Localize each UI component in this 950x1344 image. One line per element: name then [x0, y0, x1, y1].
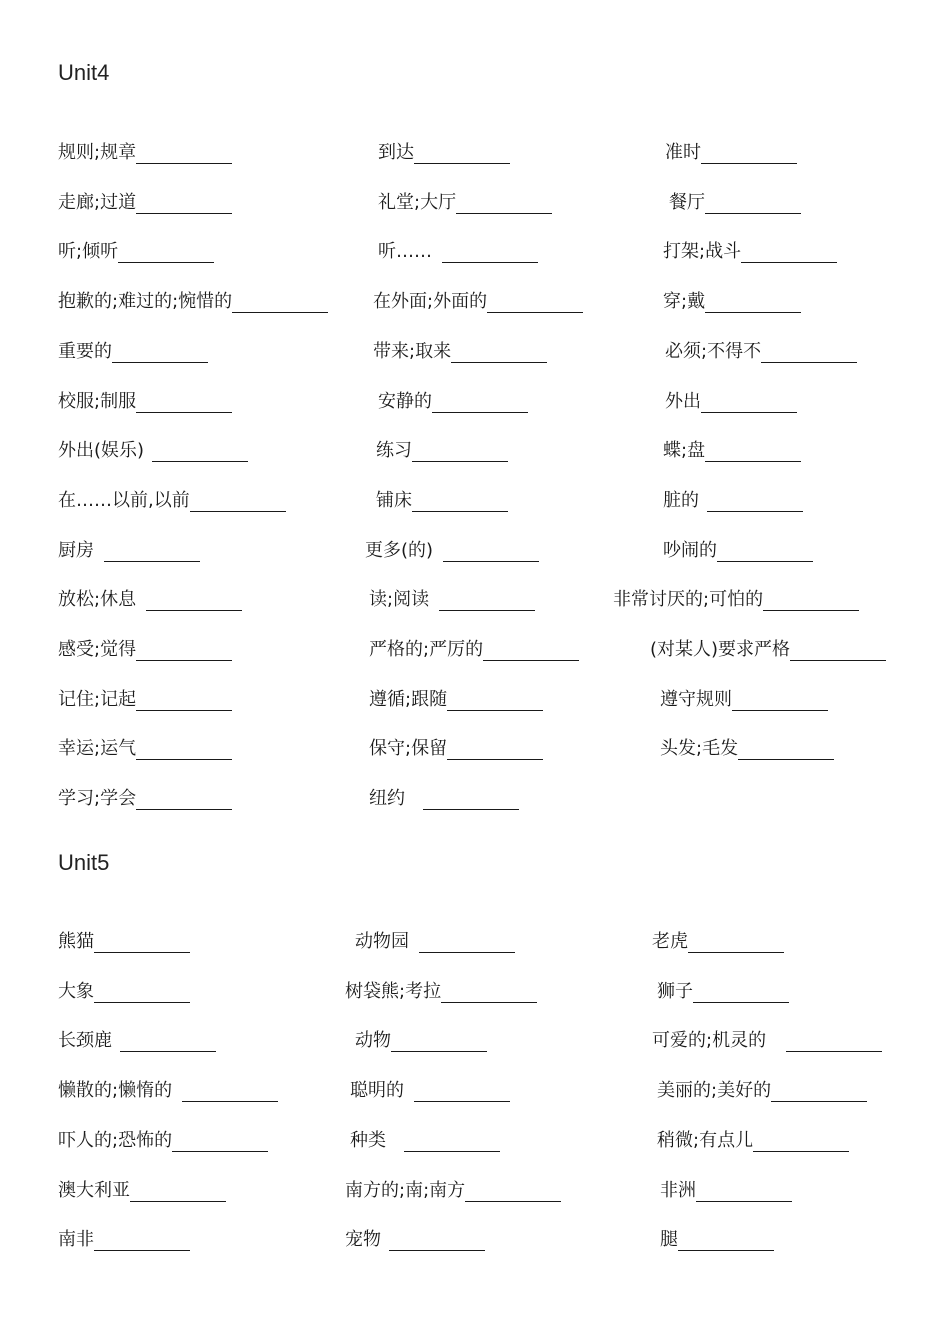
answer-blank-line[interactable]: [136, 390, 232, 413]
vocab-item: [58, 784, 232, 814]
answer-blank-line[interactable]: [786, 1029, 882, 1052]
vocab-item: [365, 536, 539, 566]
vocab-item: [58, 188, 232, 218]
answer-blank-line[interactable]: [442, 240, 538, 263]
vocab-row: [0, 784, 950, 814]
answer-blank-line[interactable]: [705, 439, 801, 462]
vocab-item: [369, 734, 543, 764]
vocab-chinese-label: 熊猫: [58, 931, 94, 952]
vocab-item: [58, 387, 232, 417]
answer-blank-line[interactable]: [136, 787, 232, 810]
answer-blank-line[interactable]: [441, 980, 537, 1003]
answer-blank-line[interactable]: [232, 290, 328, 313]
answer-blank-line[interactable]: [130, 1179, 226, 1202]
vocab-row: [0, 635, 950, 665]
vocab-item: [660, 734, 834, 764]
vocab-chinese-label: 美丽的;美好的: [657, 1080, 772, 1102]
vocab-row: [0, 927, 950, 957]
vocab-chinese-label: 吓人的;恐怖的: [58, 1129, 173, 1151]
vocab-chinese-label: 更多(的): [365, 539, 434, 561]
vocab-chinese-label: (对某人)要求严格: [650, 639, 791, 660]
vocab-item: [376, 486, 508, 516]
vocab-item: [58, 436, 248, 466]
vocab-row: [0, 436, 950, 466]
answer-blank-line[interactable]: [763, 588, 859, 611]
vocab-item: [665, 337, 857, 367]
unit-title: Unit5: [58, 850, 110, 875]
vocab-item: [58, 1126, 268, 1156]
answer-blank-line[interactable]: [152, 439, 248, 462]
vocab-row: [0, 977, 950, 1007]
answer-blank-line[interactable]: [104, 539, 200, 562]
vocab-chinese-label: 脏的: [663, 489, 699, 511]
vocab-chinese-label: 在……以前,以前: [58, 489, 190, 511]
vocab-row: [0, 1126, 950, 1156]
answer-blank-line[interactable]: [423, 787, 519, 810]
vocab-chinese-label: 保守;保留: [369, 738, 448, 760]
vocab-chinese-label: 餐厅: [669, 191, 705, 213]
vocab-chinese-label: 宠物: [345, 1229, 381, 1251]
vocab-item: [652, 927, 784, 957]
answer-blank-line[interactable]: [136, 191, 232, 214]
vocab-row: [0, 387, 950, 417]
answer-blank-line[interactable]: [761, 340, 857, 363]
vocab-item: [345, 977, 537, 1007]
vocab-chinese-label: 动物: [355, 1030, 391, 1052]
vocab-item: [58, 685, 232, 715]
vocab-item: [58, 337, 208, 367]
vocab-item: [663, 287, 801, 317]
vocab-item: [657, 977, 789, 1007]
answer-blank-line[interactable]: [136, 737, 232, 760]
vocab-chinese-label: 树袋熊;考拉: [345, 980, 442, 1002]
answer-blank-line[interactable]: [136, 141, 232, 164]
answer-blank-line[interactable]: [118, 240, 214, 263]
vocab-chinese-label: 感受;觉得: [58, 639, 137, 660]
answer-blank-line[interactable]: [451, 340, 547, 363]
vocab-row: [0, 287, 950, 317]
vocab-item: [663, 536, 813, 566]
vocab-row: [0, 1026, 950, 1056]
vocab-item: [355, 1026, 487, 1056]
vocab-chinese-label: 穿;戴: [663, 291, 706, 313]
answer-blank-line[interactable]: [190, 489, 286, 512]
vocab-item: [345, 1176, 561, 1206]
vocab-chinese-label: 放松;休息: [58, 589, 137, 611]
vocab-row: [0, 237, 950, 267]
answer-blank-line[interactable]: [678, 1228, 774, 1251]
vocab-chinese-label: 动物园: [355, 931, 409, 952]
answer-blank-line[interactable]: [112, 340, 208, 363]
vocab-item: [660, 1225, 774, 1255]
answer-blank-line[interactable]: [487, 290, 583, 313]
vocab-item: [369, 685, 543, 715]
answer-blank-line[interactable]: [94, 1228, 190, 1251]
vocab-item: [663, 486, 803, 516]
vocab-item: [378, 237, 538, 267]
vocab-item: [350, 1076, 510, 1106]
vocab-chinese-label: 读;阅读: [369, 589, 430, 611]
vocab-chinese-label: 铺床: [376, 489, 412, 511]
vocab-item: [369, 784, 519, 814]
answer-blank-line[interactable]: [693, 980, 789, 1003]
answer-blank-line[interactable]: [120, 1029, 216, 1052]
vocab-chinese-label: 南非: [58, 1229, 94, 1251]
vocab-chinese-label: 稍微;有点儿: [657, 1129, 754, 1151]
vocab-row: [0, 486, 950, 516]
vocab-item: [652, 1026, 882, 1056]
answer-blank-line[interactable]: [705, 290, 801, 313]
answer-blank-line[interactable]: [701, 390, 797, 413]
vocab-item: [373, 287, 583, 317]
vocab-row: [0, 188, 950, 218]
vocab-chinese-label: 遵循;跟随: [369, 688, 448, 710]
vocab-chinese-label: 校服;制服: [58, 390, 137, 412]
vocab-item: [660, 685, 828, 715]
vocab-chinese-label: 蝶;盘: [663, 440, 706, 462]
vocab-item: [58, 1026, 216, 1056]
vocab-item: [350, 1126, 500, 1156]
vocab-item: [660, 1176, 792, 1206]
answer-blank-line[interactable]: [465, 1179, 561, 1202]
vocab-item: [663, 436, 801, 466]
vocab-row: [0, 1076, 950, 1106]
vocab-row: [0, 585, 950, 615]
vocab-item: [665, 387, 797, 417]
vocab-row: [0, 138, 950, 168]
answer-blank-line[interactable]: [732, 688, 828, 711]
vocab-chinese-label: 礼堂;大厅: [378, 191, 457, 213]
vocab-item: [355, 927, 515, 957]
vocab-chinese-label: 外出: [665, 390, 701, 412]
vocab-item: [650, 635, 886, 665]
answer-blank-line[interactable]: [790, 638, 886, 661]
vocab-chinese-label: 必须;不得不: [665, 340, 762, 362]
vocab-item: [378, 387, 528, 417]
answer-blank-line[interactable]: [419, 930, 515, 953]
vocab-chinese-label: 记住;记起: [58, 688, 137, 710]
answer-blank-line[interactable]: [136, 638, 232, 661]
vocab-item: [369, 635, 579, 665]
answer-blank-line[interactable]: [94, 930, 190, 953]
vocab-chinese-label: 头发;毛发: [660, 738, 739, 760]
vocab-item: [58, 486, 286, 516]
answer-blank-line[interactable]: [439, 588, 535, 611]
vocab-chinese-label: 非常讨厌的;可怕的: [613, 589, 764, 611]
answer-blank-line[interactable]: [146, 588, 242, 611]
answer-blank-line[interactable]: [414, 141, 510, 164]
vocab-chinese-label: 练习: [376, 440, 412, 462]
answer-blank-line[interactable]: [705, 191, 801, 214]
vocab-chinese-label: 非洲: [660, 1179, 696, 1201]
answer-blank-line[interactable]: [404, 1129, 500, 1152]
vocab-chinese-label: 抱歉的;难过的;惋惜的: [58, 291, 233, 313]
vocab-chinese-label: 澳大利亚: [58, 1179, 130, 1201]
vocab-item: [373, 337, 547, 367]
vocab-row: [0, 1225, 950, 1255]
answer-blank-line[interactable]: [456, 191, 552, 214]
vocab-item: [58, 138, 232, 168]
vocab-chinese-label: 腿: [660, 1229, 678, 1251]
vocab-item: [613, 585, 859, 615]
vocab-chinese-label: 到达: [378, 142, 414, 163]
vocab-chinese-label: 聪明的: [350, 1080, 404, 1102]
vocab-item: [58, 585, 242, 615]
answer-blank-line[interactable]: [753, 1129, 849, 1152]
vocab-chinese-label: 遵守规则: [660, 688, 732, 710]
vocab-chinese-label: 带来;取来: [373, 340, 452, 362]
vocab-item: [58, 977, 190, 1007]
vocab-item: [58, 927, 190, 957]
vocab-chinese-label: 外出(娱乐): [58, 440, 145, 462]
vocab-row: [0, 685, 950, 715]
vocab-chinese-label: 懒散的;懒惰的: [58, 1080, 173, 1102]
vocab-chinese-label: 学习;学会: [58, 788, 137, 810]
answer-blank-line[interactable]: [717, 539, 813, 562]
vocab-item: [378, 138, 510, 168]
answer-blank-line[interactable]: [94, 980, 190, 1003]
answer-blank-line[interactable]: [182, 1079, 278, 1102]
vocab-row: [0, 1176, 950, 1206]
answer-blank-line[interactable]: [443, 539, 539, 562]
vocab-chinese-label: 听……: [378, 241, 432, 263]
vocab-chinese-label: 严格的;严厉的: [369, 639, 484, 660]
vocab-item: [369, 585, 535, 615]
answer-blank-line[interactable]: [738, 737, 834, 760]
vocab-item: [376, 436, 508, 466]
answer-blank-line[interactable]: [447, 688, 543, 711]
answer-blank-line[interactable]: [391, 1029, 487, 1052]
vocab-item: [58, 1176, 226, 1206]
answer-blank-line[interactable]: [136, 688, 232, 711]
answer-blank-line[interactable]: [701, 141, 797, 164]
vocab-item: [657, 1076, 867, 1106]
vocab-row: [0, 536, 950, 566]
answer-blank-line[interactable]: [389, 1228, 485, 1251]
vocab-chinese-label: 狮子: [657, 980, 693, 1002]
vocab-item: [663, 237, 837, 267]
vocab-chinese-label: 准时: [665, 142, 701, 163]
unit-title: Unit4: [58, 60, 110, 85]
vocab-chinese-label: 厨房: [58, 539, 94, 561]
vocab-item: [669, 188, 801, 218]
vocab-item: [58, 1225, 190, 1255]
answer-blank-line[interactable]: [483, 638, 579, 661]
vocab-item: [58, 734, 232, 764]
vocab-item: [58, 287, 328, 317]
vocab-item: [345, 1225, 485, 1255]
vocab-chinese-label: 可爱的;机灵的: [652, 1030, 767, 1052]
vocab-item: [378, 188, 552, 218]
vocab-chinese-label: 听;倾听: [58, 241, 119, 263]
vocab-item: [58, 1076, 278, 1106]
answer-blank-line[interactable]: [771, 1079, 867, 1102]
answer-blank-line[interactable]: [172, 1129, 268, 1152]
vocab-chinese-label: 打架;战斗: [663, 241, 742, 263]
vocab-chinese-label: 幸运;运气: [58, 738, 137, 760]
vocab-item: [58, 237, 214, 267]
answer-blank-line[interactable]: [707, 489, 803, 512]
vocab-chinese-label: 规则;规章: [58, 142, 137, 163]
vocab-chinese-label: 南方的;南;南方: [345, 1179, 466, 1201]
vocab-chinese-label: 长颈鹿: [58, 1030, 112, 1052]
vocab-chinese-label: 安静的: [378, 390, 432, 412]
vocab-item: [58, 536, 200, 566]
vocab-chinese-label: 老虎: [652, 931, 688, 952]
vocab-row: [0, 734, 950, 764]
vocab-item: [58, 635, 232, 665]
vocab-chinese-label: 吵闹的: [663, 539, 717, 561]
vocab-chinese-label: 重要的: [58, 340, 112, 362]
vocab-chinese-label: 大象: [58, 980, 94, 1002]
vocab-chinese-label: 纽约: [369, 788, 405, 810]
vocab-chinese-label: 在外面;外面的: [373, 291, 488, 313]
answer-blank-line[interactable]: [688, 930, 784, 953]
answer-blank-line[interactable]: [432, 390, 528, 413]
vocab-chinese-label: 走廊;过道: [58, 191, 137, 213]
answer-blank-line[interactable]: [412, 439, 508, 462]
vocab-item: [665, 138, 797, 168]
answer-blank-line[interactable]: [447, 737, 543, 760]
vocab-row: [0, 337, 950, 367]
answer-blank-line[interactable]: [414, 1079, 510, 1102]
vocab-chinese-label: 种类: [350, 1129, 386, 1151]
answer-blank-line[interactable]: [696, 1179, 792, 1202]
answer-blank-line[interactable]: [741, 240, 837, 263]
vocab-item: [657, 1126, 849, 1156]
answer-blank-line[interactable]: [412, 489, 508, 512]
